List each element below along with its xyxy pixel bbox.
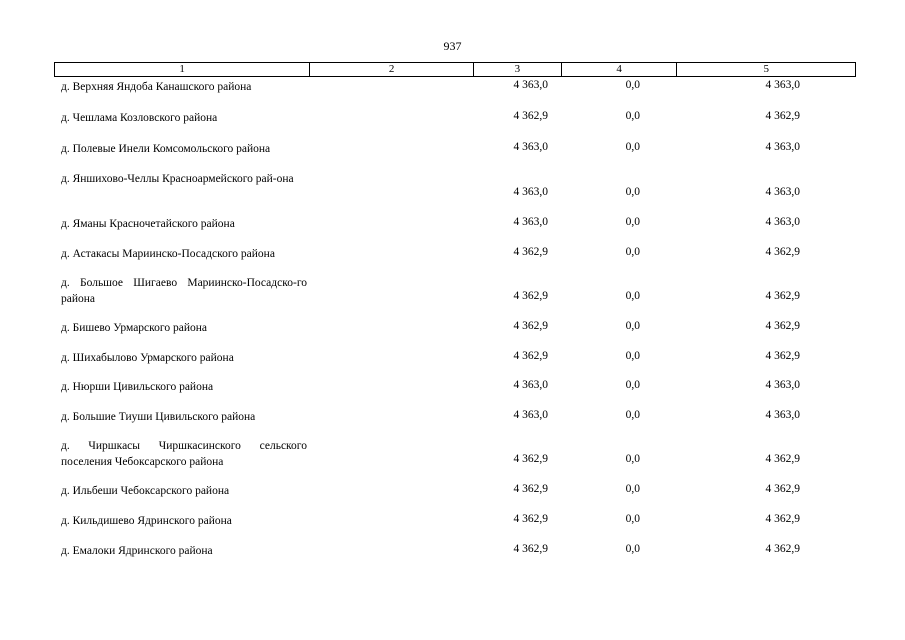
column-3-value: 4 362,9: [513, 110, 548, 122]
column-4-value: 0,0: [625, 409, 640, 421]
column-4-value: 0,0: [625, 379, 640, 391]
settlement-name: д. Верхняя Яндоба Канашского района: [61, 81, 252, 93]
column-3-value: 4 362,9: [513, 320, 548, 332]
column-5-value: 4 363,0: [765, 141, 800, 153]
column-4-value: 0,0: [625, 186, 640, 198]
column-3-value: 4 362,9: [513, 246, 548, 258]
settlement-name: д. Чиршкасы Чиршкасинского сельского поселения Чебоксарского района: [61, 440, 307, 468]
column-3-value: 4 363,0: [513, 79, 548, 91]
column-5-value: 4 363,0: [765, 216, 800, 228]
settlement-name: д. Полевые Инели Комсомольского района: [61, 143, 271, 155]
column-header-4: 4: [562, 63, 678, 76]
page-number: 937: [443, 39, 462, 53]
settlement-name: д. Яншихово-Челлы Красноармейского рай-она: [61, 173, 294, 185]
settlement-name: д. Нюрши Цивильского района: [61, 381, 214, 393]
settlement-name: д. Астакасы Мариинско-Посадского района: [61, 248, 275, 260]
settlement-name: д. Чешлама Козловского района: [61, 112, 218, 124]
column-3-value: 4 362,9: [513, 513, 548, 525]
settlement-name: д. Большие Тиуши Цивильского района: [61, 411, 256, 423]
column-5-value: 4 362,9: [765, 110, 800, 122]
column-3-value: 4 362,9: [513, 290, 548, 302]
column-4-value: 0,0: [625, 290, 640, 302]
column-4-value: 0,0: [625, 513, 640, 525]
settlement-name: д. Шихабылово Урмарского района: [61, 352, 234, 364]
column-4-value: 0,0: [625, 483, 640, 495]
column-3-value: 4 363,0: [513, 379, 548, 391]
column-4-value: 0,0: [625, 320, 640, 332]
column-3-value: 4 362,9: [513, 543, 548, 555]
column-4-value: 0,0: [625, 216, 640, 228]
column-3-value: 4 363,0: [513, 141, 548, 153]
column-5-value: 4 363,0: [765, 379, 800, 391]
settlement-name: д. Большое Шигаево Мариинско-Посадско-го района: [61, 277, 307, 305]
settlement-name: д. Бишево Урмарского района: [61, 322, 207, 334]
column-4-value: 0,0: [625, 110, 640, 122]
column-5-value: 4 362,9: [765, 246, 800, 258]
column-3-value: 4 362,9: [513, 453, 548, 465]
column-3-value: 4 363,0: [513, 186, 548, 198]
column-5-value: 4 362,9: [765, 453, 800, 465]
settlement-name: д. Яманы Красночетайского района: [61, 218, 235, 230]
column-4-value: 0,0: [625, 453, 640, 465]
column-4-value: 0,0: [625, 141, 640, 153]
column-4-value: 0,0: [625, 246, 640, 258]
column-header-2: 2: [310, 63, 474, 76]
column-header-5: 5: [763, 63, 769, 75]
column-5-value: 4 363,0: [765, 79, 800, 91]
column-5-value: 4 362,9: [765, 320, 800, 332]
column-5-value: 4 362,9: [765, 543, 800, 555]
column-5-value: 4 362,9: [765, 350, 800, 362]
column-3-value: 4 363,0: [513, 409, 548, 421]
column-3-value: 4 362,9: [513, 483, 548, 495]
column-4-value: 0,0: [625, 350, 640, 362]
column-5-value: 4 362,9: [765, 290, 800, 302]
column-5-value: 4 363,0: [765, 409, 800, 421]
column-4-value: 0,0: [625, 79, 640, 91]
column-5-value: 4 362,9: [765, 513, 800, 525]
column-5-value: 4 362,9: [765, 483, 800, 495]
column-header-1: 1: [55, 63, 310, 76]
settlement-name: д. Кильдишево Ядринского района: [61, 515, 232, 527]
column-header-3: 3: [474, 63, 562, 76]
column-3-value: 4 363,0: [513, 216, 548, 228]
column-4-value: 0,0: [625, 543, 640, 555]
settlement-name: д. Ильбеши Чебоксарского района: [61, 485, 230, 497]
settlement-name: д. Емалоки Ядринского района: [61, 545, 213, 557]
column-5-value: 4 363,0: [765, 186, 800, 198]
column-3-value: 4 362,9: [513, 350, 548, 362]
